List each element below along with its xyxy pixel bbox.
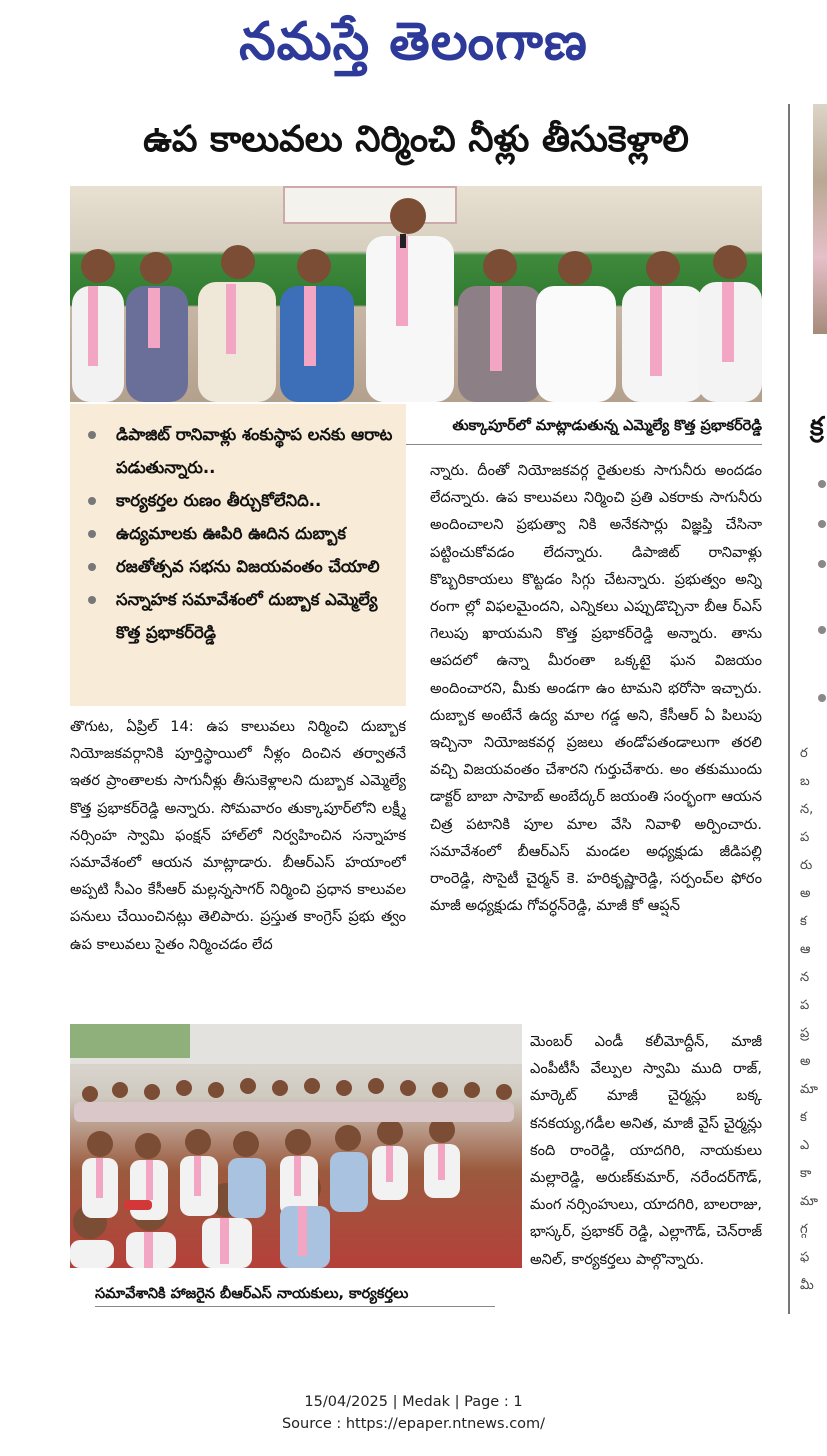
adjacent-text-line: న [800,970,810,985]
adjacent-text-line: ర [800,746,808,761]
bullet-icon [818,480,826,488]
photo-bottom-caption: సమావేశానికి హాజరైన బీఆర్‌ఎస్ నాయకులు, కార్యకర్తలు [95,1282,495,1307]
highlight-item: డిపాజిట్ రానివాళ్లు శంకుస్థాప లనకు ఆరాట పడుతున్నారు.. [70,418,406,484]
article-headline: ఉప కాలువలు నిర్మించి నీళ్లు తీసుకెళ్లాలి [143,119,689,160]
bullet-icon [88,530,96,538]
adjacent-text-line: మా [800,1194,818,1209]
adjacent-article-text [800,740,827,1300]
adjacent-text-line: అ [800,886,811,901]
footer-date-edition: 15/04/2025 | Medak | Page : 1 [304,1394,523,1410]
adjacent-text-line: బ [800,774,810,789]
photo-mla-speaking [70,186,762,402]
footer-source-link[interactable]: Source : https://epaper.ntnews.com/ [281,1416,546,1432]
adjacent-text-line: అ [800,1054,811,1069]
adjacent-text-line: క [800,1110,807,1125]
bullet-icon [818,694,826,702]
highlights-box [70,404,406,706]
bullet-icon [818,560,826,568]
bullet-icon [88,497,96,505]
adjacent-text-line: ప్ర [800,1026,810,1041]
bullet-icon [88,596,96,604]
adjacent-text-line: ఎ [800,1138,810,1153]
highlight-item: ఉద్యమాలకు ఊపిరి ఊదిన దుబ్బాక [70,517,406,550]
bullet-icon [818,520,826,528]
adjacent-text-line: కా [800,1166,812,1181]
people-illustration [70,186,762,402]
adjacent-text-line: రు [800,858,813,873]
highlight-item: కార్యకర్తల రుణం తీర్చుకోలేనిది.. [70,484,406,517]
article-body-right-top: న్నారు. దీంతో నియోజకవర్గ రైతులకు సాగునీరు అందడం లేదన్నారు. ఉప కాలువలు నిర్మించి ప్రతి ఎకరాకు సాగునీరు అందించాలని ప్రభుత్వా నికి అనేకసార్లు విజ్ఞప్తి చేసినా పట్టించుకోవడం లేదన్నారు. డిపాజిట్ రానివాళ్లు కొబ్బరికాయలు కొట్టడం సిగ్గు చేటన్నారు. ప్రభుత్వం అన్ని రంగా ల్లో విఫలమైందని, ఎన్నికలు ఎప్పుడొచ్చినా బీఆ ర్‌ఎస్ గెలుపు ఖాయమని కొత్త ప్రభాకర్‌రెడ్డి అన్నారు. తాను ఆపదలో ఉన్నా మీరంతా ఒక్కటై ఘన విజయం అందించారని, మీకు అండగా ఉం టామని భరోసా ఇచ్చారు. దుబ్బాక అంటేనే ఉద్య మాల గడ్డ అని, కేసీఆర్ ఏ పిలుపు ఇచ్చినా నియోజకవర్గ ప్రజలు తండోపతండాలుగా తరలి వచ్చి విజయవంతం చేశారని గుర్తుచేశారు. అం తకుముందు డాక్టర్ బాబా సాహెబ్ అంబేద్కర్ జయంతి సంర్భంగా ఆయన చిత్ర పటానికి పూల మాల వేసి నివాళి అర్పించారు. సమావేశంలో బీఆర్‌ఎస్ మండల అధ్యక్షుడు జీడిపల్లి రాంరెడ్డి, సొసైటీ చైర్మన్ కె. హరికృష్ణారెడ్డి, సర్పంచ్‌ల ఫోరం మాజీ అధ్యక్షుడు గోవర్ధన్‌రెడ్డి, మాజీ కో ఆప్షన్ [430,462,762,915]
bullet-icon [88,431,96,439]
adjacent-text-line: ఫ [800,1250,810,1265]
article-body-right-bottom: మెంబర్ ఎండీ కలీమోద్దీన్, మాజీ ఎంపీటీసీ వేల్పుల స్వామి ముది రాజ్, మార్కెట్ మాజీ చైర్మన్లు బక్క కనకయ్య,గడీల అనిత, మాజీ వైస్ చైర్మన్లు కంది రాంరెడ్డి, యాదగిరి, నాయకులు మల్లారెడ్డి, అరుణ్‌కుమార్, నరేందర్‌గౌడ్, మంగ నర్సింహులు, యాదగిరి, బాలరాజు, భాస్కర్, ప్రభాకర్ రెడ్డి, ఎల్లాగౌడ్, చెన్‌రాజ్ అనిల్, కార్యకర్తలు పాల్గొన్నారు. [530,1033,762,1268]
adjacent-text-line: మీ [800,1278,814,1293]
photo-top-caption: తుక్కాపూర్‌లో మాట్లాడుతున్న ఎమ్మెల్యే కొత్త ప్రభాకర్‌రెడ్డి [370,408,762,445]
highlight-item: రజతోత్సవ సభను విజయవంతం చేయాలి [70,550,406,583]
adjacent-text-line: క [800,914,807,929]
bullet-icon [88,563,96,571]
column-divider [788,104,790,1314]
masthead-logo: నమస్తే తెలంగాణ [239,11,588,72]
article-body-left: తొగుట, ఏప్రిల్ 14: ఉప కాలువలు నిర్మించి దుబ్బాక నియోజకవర్గానికి పూర్తిస్థాయిలో నీళ్లం దించిన తర్వాతనే ఇతర ప్రాంతాలకు సాగునీళ్లు తీసుకెళ్లాలని దుబ్బాక ఎమ్మెల్యే కొత్త ప్రభాకర్‌రెడ్డి అన్నారు. సోమవారం తుక్కాపూర్‌లోని లక్ష్మీ నర్సింహ స్వామి ఫంక్షన్ హాల్‌లో నిర్వహించిన సన్నాహక సమావేశంలో ఆయన మాట్లాడారు. బీఆర్‌ఎస్ హయాంలో అప్పటి సీఎం కేసీఆర్ మల్లన్నసాగర్ నిర్మించి ప్రధాన కాలువల పనులు చేయించినట్లు తెలిపారు. ప్రస్తుత కాంగ్రెస్ ప్రభు త్వం ఉప కాలువలు సైతం నిర్మించడం లేద [70,718,406,953]
adjacent-text-line: ప [800,998,810,1013]
adjacent-article-photo [813,104,827,334]
adjacent-text-line: గ్గ [800,1222,808,1237]
adjacent-text-line: ప [800,830,810,845]
audience-illustration [70,1024,522,1268]
adjacent-text-line: ఆ [800,942,811,957]
adjacent-text-line: న, [800,802,814,817]
adjacent-article-headline-fragment: క్ర [810,412,824,442]
bullet-icon [818,626,826,634]
adjacent-text-line: మా [800,1082,818,1097]
highlight-item: సన్నాహక సమావేశంలో దుబ్బాక ఎమ్మెల్యే కొత్త ప్రభాకర్‌రెడ్డి [70,583,406,649]
photo-audience [70,1024,522,1268]
